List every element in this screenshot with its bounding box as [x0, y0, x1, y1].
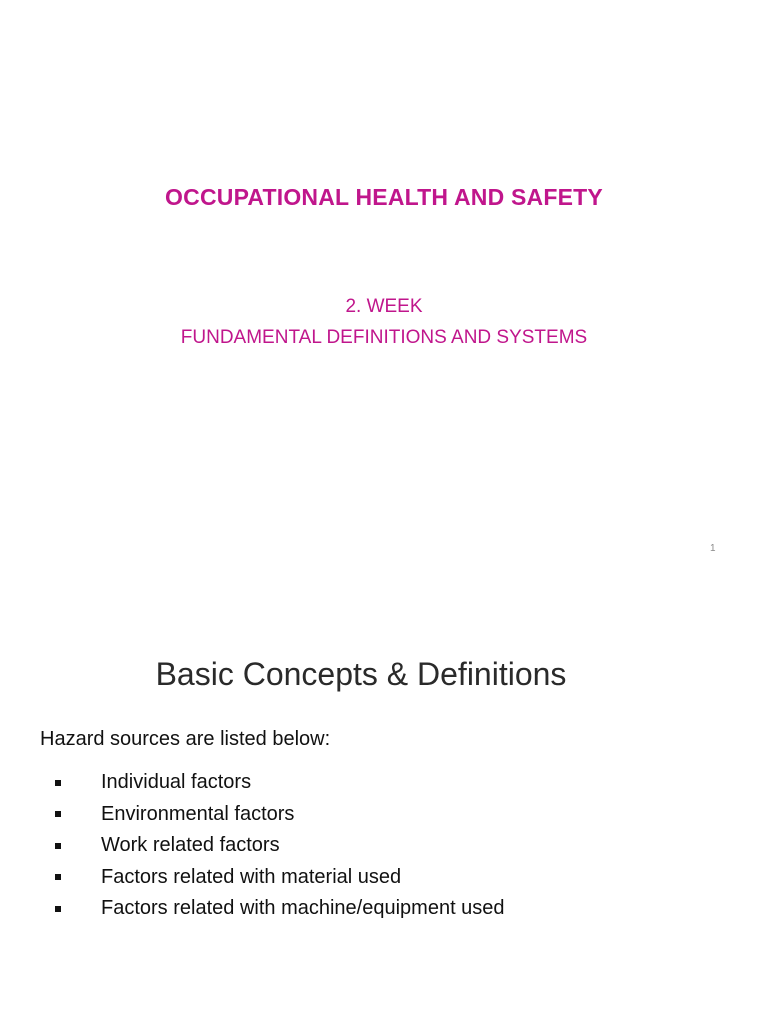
square-bullet-icon — [55, 843, 61, 849]
square-bullet-icon — [55, 874, 61, 880]
list-item — [48, 862, 505, 894]
list-item — [48, 893, 505, 925]
intro-text: Hazard sources are listed below: — [40, 728, 331, 750]
page-number: 1 — [710, 543, 716, 554]
list-item-label: Factors related with machine/equipment used — [101, 897, 505, 920]
slide-heading: Basic Concepts & Definitions — [155, 656, 567, 692]
list-item — [48, 830, 505, 862]
list-item — [48, 767, 505, 799]
hazard-sources-list — [48, 767, 505, 925]
slide-title: OCCUPATIONAL HEALTH AND SAFETY — [165, 184, 603, 210]
list-item — [48, 799, 505, 831]
square-bullet-icon — [55, 906, 61, 912]
list-item-label: Factors related with material used — [101, 865, 402, 888]
square-bullet-icon — [55, 780, 61, 786]
week-label: 2. WEEK — [345, 296, 423, 317]
list-item-label: Environmental factors — [101, 802, 295, 825]
slide-subtitle: FUNDAMENTAL DEFINITIONS AND SYSTEMS — [180, 327, 588, 348]
square-bullet-icon — [55, 811, 61, 817]
list-item-label: Work related factors — [101, 834, 280, 857]
slide-2 — [0, 576, 768, 1024]
list-item-label: Individual factors — [101, 771, 252, 794]
